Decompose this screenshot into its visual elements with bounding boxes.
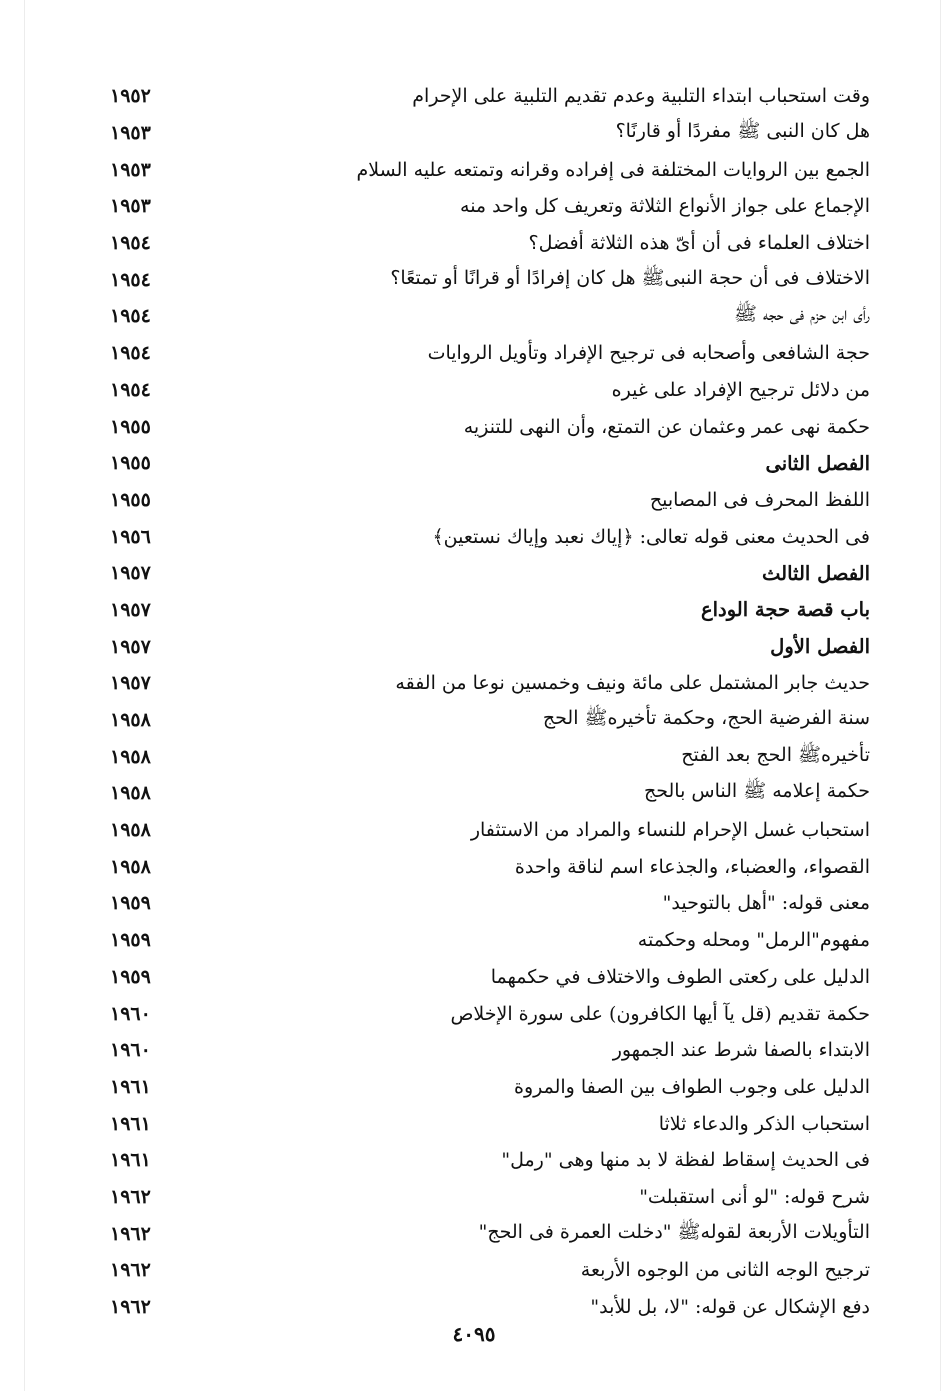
toc-page-number: ١٩٦١ [110,1149,151,1172]
toc-row [110,1252,870,1289]
toc-page-number: ١٩٥٩ [110,929,151,952]
toc-entry-title: مفهوم"الرمل" ومحله وحكمته [637,929,870,952]
toc-row [110,78,870,115]
toc-row [110,665,870,702]
toc-entry-title: حديث جابر المشتمل على مائة ونيف وخمسين نوعا من الفقه [395,672,870,695]
toc-row [110,225,870,262]
toc-entry-title: دفع الإشكال عن قوله: "لا، بل للأبد" [590,1296,870,1319]
toc-row [110,885,870,922]
toc-page-number: ١٩٦٢ [110,1185,151,1208]
toc-entry-title: الدليل على ركعتى الطوف والاختلاف في حكمهما [490,965,870,988]
toc-page-number: ١٩٥٨ [110,745,151,768]
toc-section-heading: باب قصة حجة الوداع [700,598,870,622]
toc-section-heading: الفصل الثانى [765,451,870,475]
toc-page-number: ١٩٦١ [110,1112,151,1135]
toc-entry-title: فى الحديث إسقاط لفظة لا بد منها وهى "رمل" [501,1149,870,1172]
toc-page-number: ١٩٥٥ [110,452,151,475]
toc-page-number: ١٩٥٧ [110,562,151,585]
toc-page-number: ١٩٦٢ [110,1259,151,1282]
toc-entry-title: استحباب غسل الإحرام للنساء والمراد من الاستثفار [470,819,870,842]
toc-entry-title: سنة الفرضية الحج، وحكمة تأخيرهﷺ الحج [542,707,870,730]
toc-page-number: ١٩٥٤ [110,268,151,291]
toc-page-number: ١٩٥٧ [110,672,151,695]
toc-row [110,1142,870,1179]
toc-page-number: ١٩٥٤ [110,305,151,328]
toc-entry-title: فى الحديث معنى قوله تعالى: ﴿إياك نعبد وإياك نستعين﴾ [432,525,870,548]
toc-entry-title: حكمة تقديم (قل يآ أيها الكافرون) على سورة الإخلاص [450,1002,870,1025]
toc-row [110,1215,870,1252]
toc-entry-title: التأويلات الأربعة لقولهﷺ "دخلت العمرة فى الحج" [478,1220,870,1243]
toc-row [110,188,870,225]
toc-entry-title: الدليل على وجوب الطواف بين الصفا والمروة [514,1075,870,1098]
toc-section-heading: الفصل الأول [770,635,870,659]
toc-page-number: ١٩٥٥ [110,415,151,438]
toc-row [110,1032,870,1069]
toc-row [110,1179,870,1216]
toc-page-number: ١٩٦٢ [110,1296,151,1319]
toc-entry-title: من دلائل ترجيح الإفراد على غيره [611,378,870,401]
toc-row [110,408,870,445]
toc-entry-title: معنى قوله: "أهل بالتوحيد" [662,892,870,915]
toc-row [110,298,870,335]
toc-row [110,1105,870,1142]
toc-page-number: ١٩٥٨ [110,819,151,842]
toc-entry-title: وقت استحباب ابتداء التلبية وعدم تقديم التلبية على الإحرام [412,85,870,108]
toc-page-number: ١٩٦٠ [110,1002,151,1025]
toc-page-number: ١٩٥٢ [110,85,151,108]
toc-entry-title: حكمة إعلامه ﷺ الناس بالحج [643,780,870,803]
toc-page-number: ١٩٥٣ [110,195,151,218]
toc-entry-title: تأخيرهﷺ الحج بعد الفتح [681,743,870,766]
toc-page-number: ١٩٥٧ [110,598,151,621]
toc-row [110,372,870,409]
toc-page-number: ١٩٥٩ [110,965,151,988]
toc-row [110,261,870,298]
toc-row [110,775,870,812]
toc-row [110,335,870,372]
toc-page-number: ١٩٥٥ [110,488,151,511]
toc-page-number: ١٩٥٣ [110,122,151,145]
toc-row [110,151,870,188]
toc-row [110,555,870,592]
toc-row [110,592,870,629]
toc-row [110,738,870,775]
toc-entry-title: القصواء، والعضباء، والجذعاء اسم لناقة واحدة [514,855,870,878]
toc-row [110,848,870,885]
toc-entry-title: اختلاف العلماء فى أن أىّ هذه الثلاثة أفضل؟ [528,232,870,255]
toc-entry-title: رأى ابن حزم فى حجه ﷺ [733,303,870,326]
toc-row [110,702,870,739]
toc-row [110,445,870,482]
toc-entry-title: شرح قوله: "لو أنى استقبلت" [639,1185,870,1208]
toc-entry-title: الإجماع على جواز الأنواع الثلاثة وتعريف كل واحد منه [460,195,870,218]
toc-page-number: ١٩٦٢ [110,1222,151,1245]
page-edge-right [940,0,941,1391]
toc-page-number: ١٩٥٣ [110,158,151,181]
toc-entry-title: الجمع بين الروايات المختلفة فى إفراده وقرانه وتمتعه عليه السلام [356,158,870,181]
toc-entry-title: استحباب الذكر والدعاء ثلاثا [658,1112,870,1135]
toc-row [110,115,870,152]
page-number: ٤٠٩٥ [452,1322,496,1346]
toc-page-number: ١٩٥٨ [110,709,151,732]
toc-entry-title: حجة الشافعى وأصحابه فى ترجيح الإفراد وتأويل الروايات [427,342,870,365]
toc-row [110,518,870,555]
table-of-contents [110,78,870,1325]
toc-row [110,995,870,1032]
toc-page-number: ١٩٥٨ [110,782,151,805]
toc-row [110,812,870,849]
toc-page-number: ١٩٥٤ [110,378,151,401]
toc-entry-title: ترجيح الوجه الثانى من الوجوه الأربعة [580,1259,870,1282]
toc-row [110,628,870,665]
toc-page-number: ١٩٦٠ [110,1039,151,1062]
toc-entry-title: حكمة نهى عمر وعثمان عن التمتع، وأن النهى للتنزيه [463,415,870,438]
toc-row [110,482,870,519]
toc-row [110,959,870,996]
toc-entry-title: هل كان النبى ﷺ مفردًا أو قارنًا؟ [615,120,870,143]
toc-page-number: ١٩٥٦ [110,525,151,548]
toc-entry-title: الابتداء بالصفا شرط عند الجمهور [612,1039,870,1062]
toc-page-number: ١٩٥٤ [110,232,151,255]
toc-page-number: ١٩٥٩ [110,892,151,915]
toc-section-heading: الفصل الثالث [762,561,870,585]
toc-row [110,1069,870,1106]
toc-row [110,922,870,959]
page-edge-left [24,0,25,1391]
toc-page-number: ١٩٥٨ [110,855,151,878]
toc-entry-title: اللفظ المحرف فى المصابيح [649,488,870,511]
toc-page-number: ١٩٥٧ [110,635,151,658]
toc-entry-title: الاختلاف فى أن حجة النبىﷺ هل كان إفرادًا أو قرانًا أو تمتعًا؟ [390,266,870,289]
toc-page-number: ١٩٥٤ [110,342,151,365]
toc-page-number: ١٩٦١ [110,1075,151,1098]
toc-row [110,1289,870,1326]
